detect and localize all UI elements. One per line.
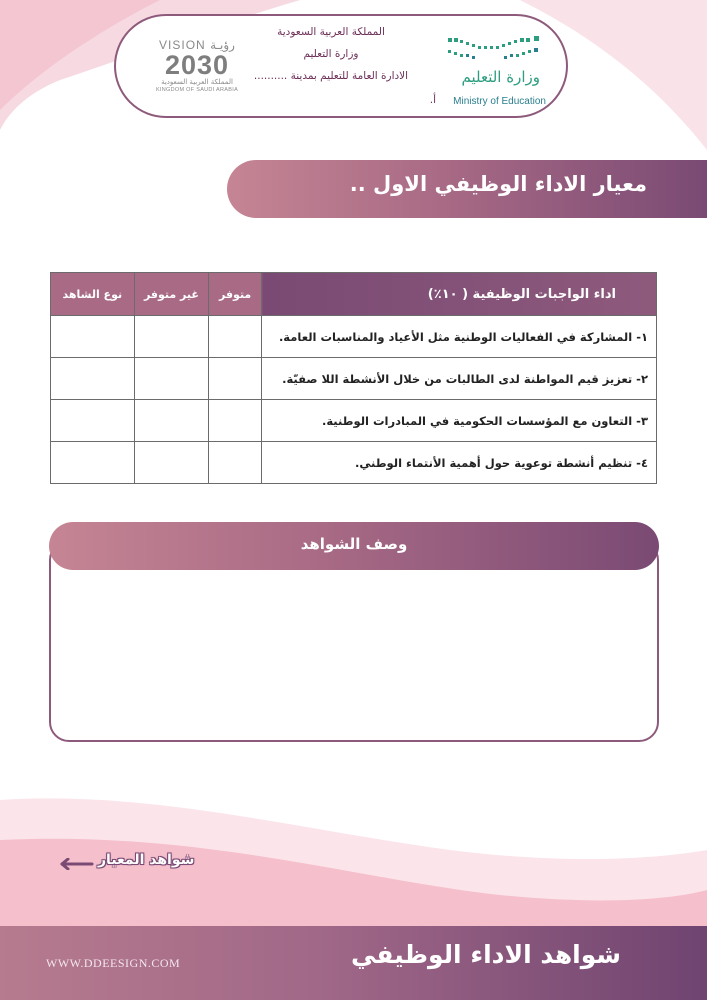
not-available-cell[interactable] <box>134 316 209 358</box>
table-row <box>51 358 657 400</box>
table-row <box>51 400 657 442</box>
ministry-of-education-logo <box>436 28 546 108</box>
not-available-header: غير متوفر <box>134 273 209 316</box>
footer <box>0 926 707 1000</box>
duty-item: ٤- تنظيم أنشطة توعوية حول أهمية الأنتماء الوطني. <box>262 442 657 484</box>
evidence-type-cell[interactable] <box>51 358 135 400</box>
vision-2030-logo <box>152 38 242 93</box>
criterion-evidence-link[interactable] <box>60 852 210 876</box>
moe-english-name: Ministry of Education <box>453 96 546 107</box>
moe-arabic-name: وزارة التعليم <box>461 68 540 86</box>
ministry-name: وزارة التعليم <box>303 48 359 60</box>
vision-arabic: المملكة العربية السعودية <box>161 78 233 86</box>
evidence-type-cell[interactable] <box>51 316 135 358</box>
criterion-banner <box>227 160 707 218</box>
table-header-row <box>51 273 657 316</box>
duties-table <box>50 272 657 484</box>
available-cell[interactable] <box>209 442 262 484</box>
moe-dots-icon <box>446 34 546 64</box>
available-cell[interactable] <box>209 358 262 400</box>
available-header: متوفر <box>209 273 262 316</box>
footer-title: شواهد الاداء الوظيفي <box>350 940 621 969</box>
evidence-description-box[interactable] <box>49 540 659 742</box>
duty-item: ٣- التعاون مع المؤسسات الحكومية في المبادرات الوطنية. <box>262 400 657 442</box>
evidence-type-header: نوع الشاهد <box>51 273 135 316</box>
arrow-left-icon <box>60 858 94 870</box>
vision-year: 2030 <box>164 50 230 80</box>
duty-item: ٢- تعزيز قيم المواطنة لدى الطالبات من خلال الأنشطة اللا صفيّة. <box>262 358 657 400</box>
vision-english: KINGDOM OF SAUDI ARABIA <box>155 87 239 93</box>
table-row <box>51 442 657 484</box>
evidence-description-title: وصف الشواهد <box>300 535 408 553</box>
evidence-description-header <box>49 522 659 570</box>
duty-item: ١- المشاركة في الفعاليات الوطنية مثل الأعياد والمناسبات العامة. <box>262 316 657 358</box>
evidence-type-cell[interactable] <box>51 442 135 484</box>
table-row <box>51 316 657 358</box>
header-card <box>114 14 568 118</box>
not-available-cell[interactable] <box>134 442 209 484</box>
evidence-type-cell[interactable] <box>51 400 135 442</box>
criterion-evidence-label: شواهد المعيار <box>98 852 195 868</box>
footer-website: WWW.DDEESIGN.COM <box>46 956 181 970</box>
duties-header: اداء الواجبات الوظيفية ( ١٠٪) <box>262 273 657 316</box>
administration-name: الادارة العامة للتعليم بمدينة .......... <box>253 70 409 82</box>
teacher-prefix: أ. <box>429 94 436 106</box>
available-cell[interactable] <box>209 316 262 358</box>
kingdom-name: المملكة العربية السعودية <box>277 26 385 38</box>
vision-word: VISION رؤيـة <box>159 38 235 52</box>
criterion-title: معيار الاداء الوظيفي الاول .. <box>349 172 647 196</box>
not-available-cell[interactable] <box>134 358 209 400</box>
not-available-cell[interactable] <box>134 400 209 442</box>
available-cell[interactable] <box>209 400 262 442</box>
